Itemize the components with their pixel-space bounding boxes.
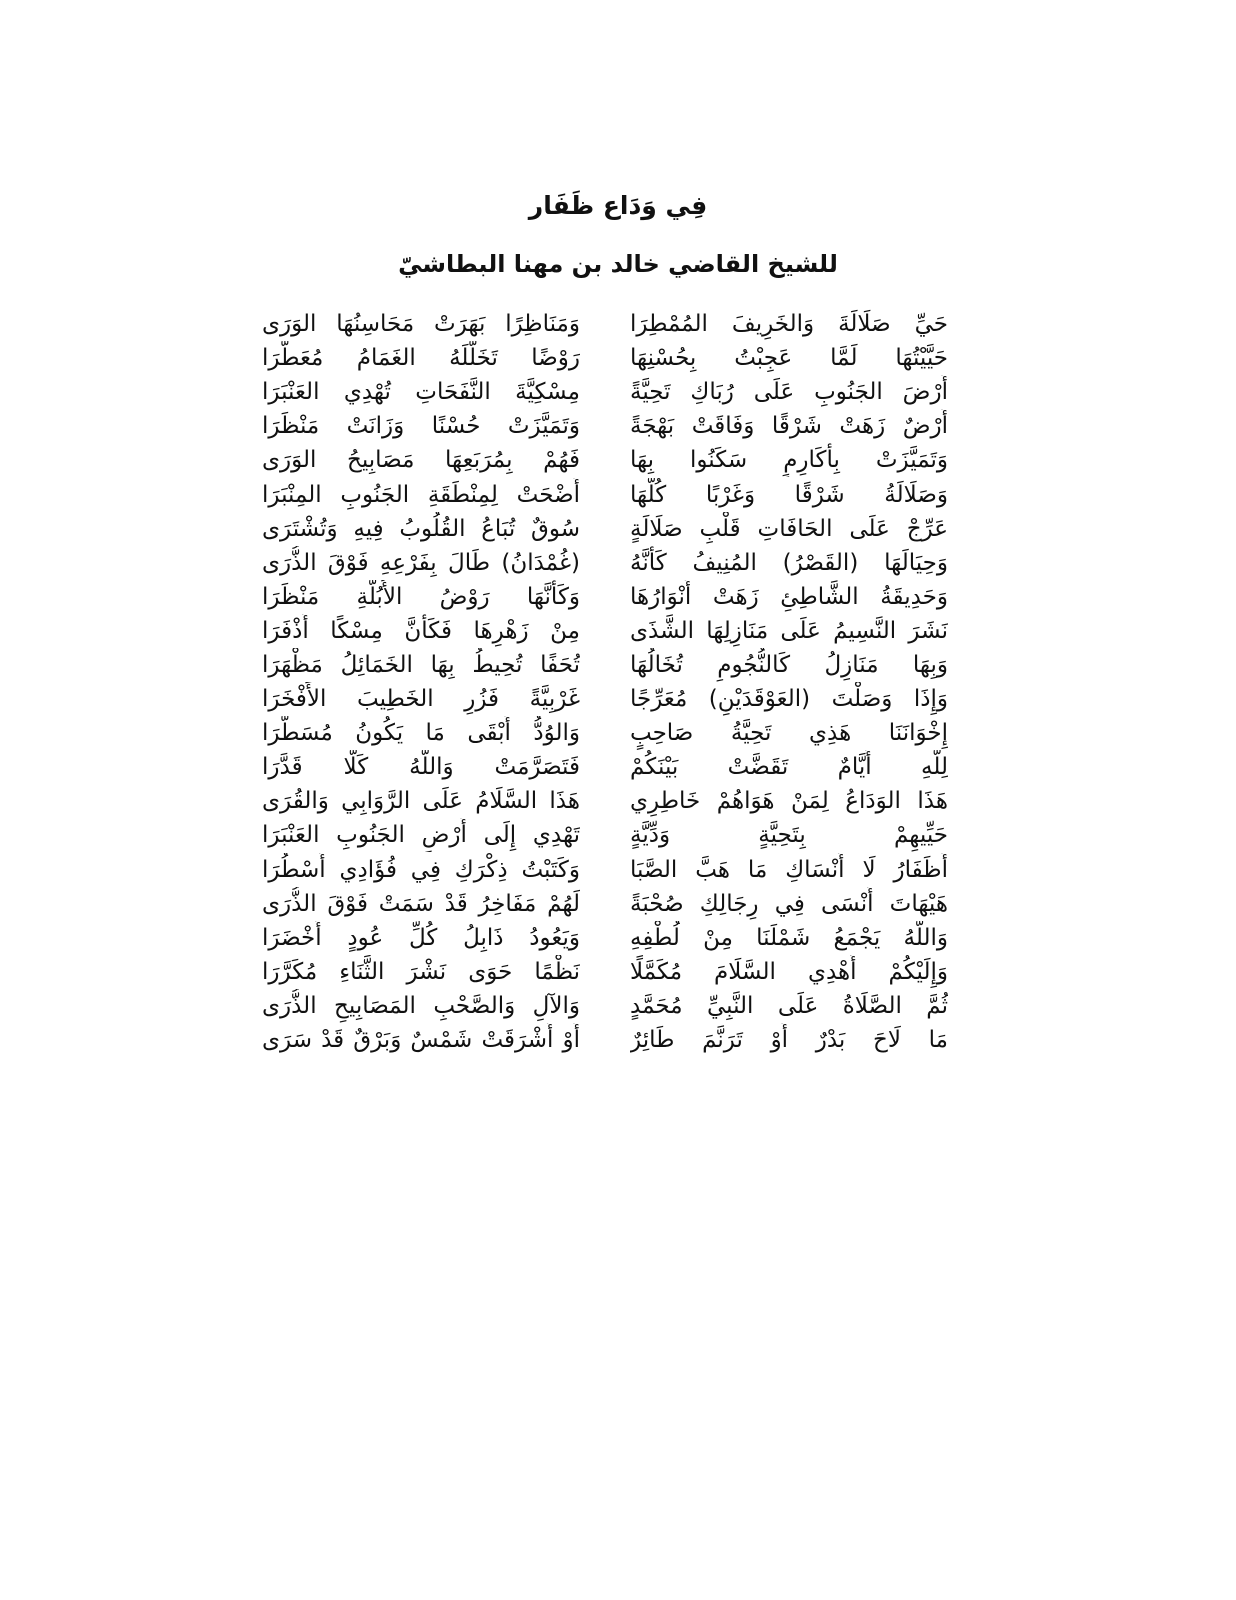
verse-line [262,818,948,852]
verse-line [262,750,948,784]
hemistich-left: لَهُمْ مَفَاخِرُ قَدْ سَمَتْ فَوْقَ الذُّرَى [262,890,580,917]
poem-body [262,307,948,1057]
hemistich-right: حَيَّيْتُهَا لَمَّا عَجِبْتُ بِحُسْنِهَا [630,345,948,372]
hemistich-right: وَبِهَا مَنَازِلُ كَالنُّجُومِ تُخَالُهَا [630,651,948,678]
hemistich-right: وَإِلَيْكُمْ أُهْدِي السَّلَامَ مُكَمَّلًا [630,958,948,985]
verse-line [262,546,948,580]
hemistich-left: وَكَأَنَّهَا رَوْضُ الأُبُلَّةِ مَنْظَرَا [262,583,580,610]
hemistich-right: وَاللَّهُ يَجْمَعُ شَمْلَنَا مِنْ لُطْفِهِ [630,924,948,951]
hemistich-right: أَرْضٌ زَهَتْ شَرْقًا وَفَاقَتْ بَهْجَةً [630,413,948,440]
hemistich-left: وَالوُدُّ أَبْقَى مَا يَكُونُ مُسَطَّرَا [262,720,580,747]
hemistich-left: فَهُمْ بِمُرَبَعِهَا مَصَابِيحُ الوَرَى [262,447,580,474]
poem-title: فِي وَدَاع ظَفَار [528,191,708,220]
verse-line [262,409,948,443]
hemistich-left: تَهْدِي إِلَى أَرْضِ الجَنُوبِ العَنْبَرَا [262,822,580,849]
verse-line [262,1023,948,1057]
hemistich-right: نَشَرَ النَّسِيمُ عَلَى مَنَازِلِهَا الشَّذَى [630,617,948,644]
hemistich-right: هَذَا الوَدَاعُ لِمَنْ هَوَاهُمْ خَاطِرِي [630,788,948,815]
hemistich-right: مَا لَاحَ بَدْرٌ أَوْ تَرَنَّمَ طَائِرٌ [630,1027,948,1054]
verse-line [262,716,948,750]
hemistich-left: تُحَفًا تُحِيطُ بِهَا الخَمَائِلُ مَظْهَرَا [262,651,580,678]
hemistich-left: مِسْكِيَّةَ النَّفَحَاتِ تُهْدِي العَنْبَرَا [262,379,580,406]
hemistich-right: وَحِيَالَهَا (القَصْرُ) المُنِيفُ كَأَنَّهُ [630,549,948,576]
hemistich-right: وَإِذَا وَصَلْتَ (العَوْقَدَيْنِ) مُعَرِّجًا [630,686,948,713]
verse-line [262,614,948,648]
hemistich-left: فَتَصَرَّمَتْ وَاللَّهُ كَلَّا قَدَّرَا [262,754,580,781]
hemistich-left: أَضْحَتْ لِمِنْطَقَةِ الجَنُوبِ المِنْبَرَا [262,481,580,508]
verse-line [262,682,948,716]
hemistich-right: لِلَّهِ أَيَّامٌ تَقَضَّتْ بَيْنَكُمْ [630,754,948,781]
hemistich-right: ثُمَّ الصَّلَاةُ عَلَى النَّبِيِّ مُحَمَّدٍ [630,992,948,1019]
hemistich-left: رَوْضًا تَخَلَّلَهُ الغَمَامُ مُعَطَّرَا [262,345,580,372]
hemistich-right: هَيْهَاتَ أَنْسَى فِي رِجَالِكِ صُحْبَةً [630,890,948,917]
verse-line [262,375,948,409]
hemistich-left: أَوْ أَشْرَقَتْ شَمْسٌ وَبَرْقٌ قَدْ سَرَى [262,1027,580,1054]
hemistich-right: أَظَفَارُ لَا أَنْسَاكِ مَا هَبَّ الصَّبَا [630,856,948,883]
hemistich-left: (غُمْدَانُ) طَالَ بِفَرْعِهِ فَوْقَ الذُّرَى [262,549,580,576]
hemistich-right: حَيِّيهِمْ بِتَحِيَّةٍ وَدِّيَّةٍ [630,822,948,849]
verse-line [262,580,948,614]
verse-line [262,784,948,818]
verse-line [262,443,948,477]
hemistich-right: إِخْوَانَنَا هَذِي تَحِيَّةُ صَاحِبٍ [630,720,948,747]
hemistich-right: وَتَمَيَّزَتْ بِأَكَارِمٍ سَكَنُوا بِهَا [630,447,948,474]
hemistich-left: هَذَا السَّلَامُ عَلَى الرَّوَابِي وَالقُرَى [262,788,580,815]
hemistich-left: وَيَعُودُ ذَابِلُ كُلِّ عُودٍ أَخْضَرَا [262,924,580,951]
hemistich-left: وَالآلِ وَالصَّحْبِ المَصَابِيحِ الذُّرَى [262,992,580,1019]
hemistich-left: نَظْمًا حَوَى نَشْرَ الثَّنَاءِ مُكَرَّرَا [262,958,580,985]
verse-line [262,853,948,887]
verse-line [262,648,948,682]
hemistich-left: وَكَتَبْتُ ذِكْرَكِ فِي فُؤَادِي أَسْطُرَا [262,856,580,883]
verse-line [262,341,948,375]
hemistich-right: حَيِّ صَلَالَةَ وَالخَرِيفَ المُمْطِرَا [630,311,948,338]
hemistich-left: وَمَنَاظِرًا بَهَرَتْ مَحَاسِنُهَا الوَرَى [262,311,580,338]
hemistich-left: مِنْ زَهْرِهَا فَكَأَنَّ مِسْكًا أَذْفَرَا [262,617,580,644]
hemistich-right: أَرْضَ الجَنُوبِ عَلَى رُبَاكِ تَحِيَّةً [630,379,948,406]
hemistich-right: وَصَلَالَةُ شَرْقًا وَغَرْبًا كُلُّهَا [630,481,948,508]
verse-line [262,477,948,511]
hemistich-right: وَحَدِيقَةُ الشَّاطِئِ زَهَتْ أَنْوَارُهَا [630,583,948,610]
verse-line [262,512,948,546]
verse-line [262,989,948,1023]
verse-line [262,921,948,955]
hemistich-left: غَرْبِيَّةً فَزُرِ الخَطِيبَ الأَفْخَرَا [262,686,580,713]
verse-line [262,887,948,921]
hemistich-left: سُوقٌ تُبَاعُ القُلُوبُ فِيهِ وَتُشْتَرَى [262,515,580,542]
hemistich-left: وَتَمَيَّزَتْ حُسْنًا وَزَانَتْ مَنْظَرَا [262,413,580,440]
poem-author: للشيخ القاضي خالد بن مهنا البطاشيّ [398,250,838,278]
verse-line [262,307,948,341]
hemistich-right: عَرِّجْ عَلَى الحَافَاتِ قَلْبِ صَلَالَةٍ [630,515,948,542]
verse-line [262,955,948,989]
